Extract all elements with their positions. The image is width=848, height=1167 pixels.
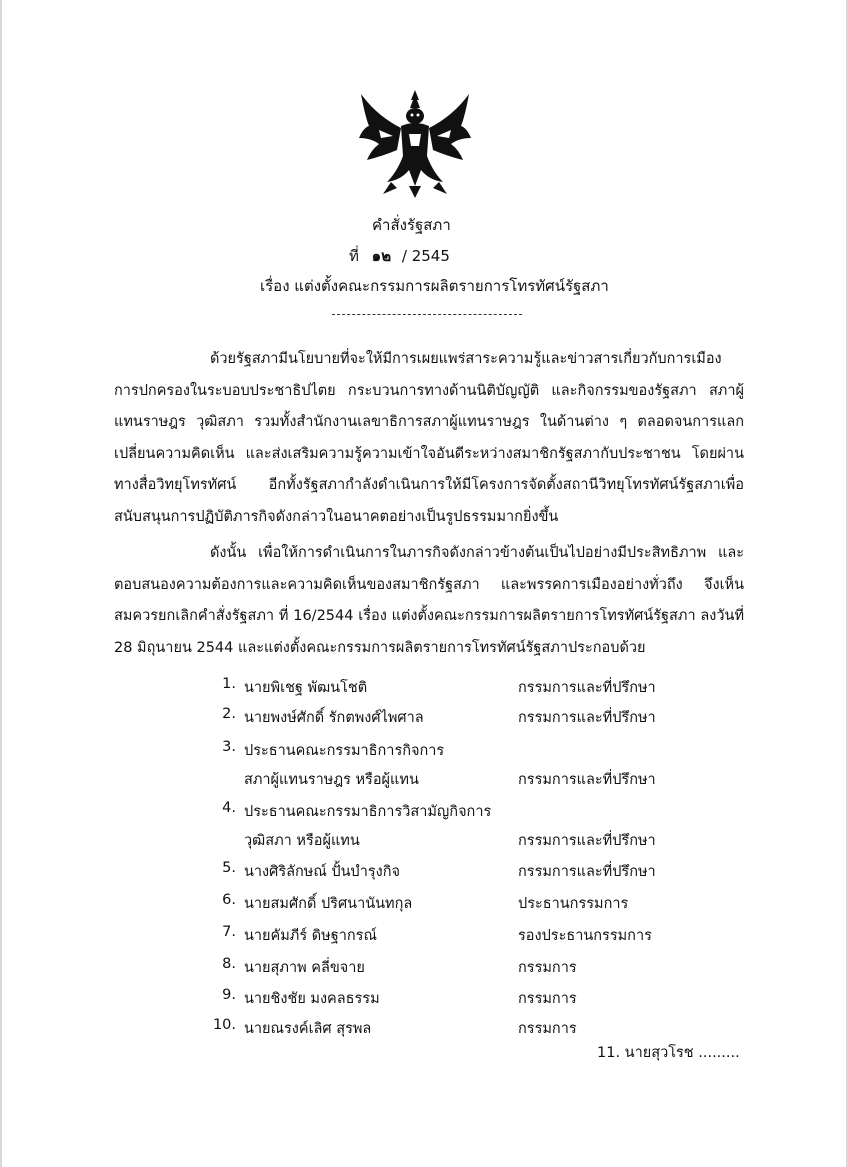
member-index: 7. bbox=[222, 924, 236, 940]
paragraph-order-text: ดังนั้น เพื่อให้การดำเนินการในภารกิจดังกล่าวข้างต้นเป็นไปอย่างมีประสิทธิภาพ และตอบสนองความต้องการและความคิดเห็นของสมาชิกรัฐสภา และพรรคการเมืองอย่างทั่วถึง จึงเห็นสมควรยกเลิกคำสั่งรัฐสภา ที่ 16/2544 เรื่อง แต่งตั้งคณะกรรมการผลิตรายการโทรทัศน์รัฐสภา ลงวันที่ 28 มิถุนายน 2544 และแต่งตั้งคณะกรรมการผลิตรายการโทรทัศน์รัฐสภาประกอบด้วย bbox=[114, 545, 744, 656]
member-row bbox=[2, 706, 848, 736]
member-row bbox=[2, 739, 848, 769]
member-index: 9. bbox=[222, 987, 236, 1003]
member-index: 3. bbox=[222, 739, 236, 755]
member-role: กรรมการและที่ปรึกษา bbox=[518, 864, 656, 880]
member-row bbox=[2, 956, 848, 986]
member-row bbox=[2, 800, 848, 830]
member-row bbox=[2, 860, 848, 890]
order-number-prefix: ที่ bbox=[349, 247, 359, 265]
member-name: นายณรงค์เลิศ สุรพล bbox=[244, 1021, 372, 1037]
member-name: นายคัมภีร์ ดิษฐากรณ์ bbox=[244, 928, 377, 944]
member-row bbox=[2, 676, 848, 706]
member-name: นายชิงชัย มงคลธรรม bbox=[244, 991, 380, 1007]
member-row bbox=[2, 829, 848, 859]
member-index: 2. bbox=[222, 706, 236, 722]
order-subject: เรื่อง แต่งตั้งคณะกรรมการผลิตรายการโทรทัศน์รัฐสภา bbox=[260, 277, 609, 295]
member-name: นายสมศักดิ์ ปริศนานันทกุล bbox=[244, 896, 413, 912]
member-index: 10. bbox=[212, 1017, 236, 1033]
member-role: รองประธานกรรมการ bbox=[518, 928, 652, 944]
member-name: สภาผู้แทนราษฎร หรือผู้แทน bbox=[244, 772, 419, 788]
member-row bbox=[2, 768, 848, 798]
order-title: คำสั่งรัฐสภา bbox=[372, 216, 451, 234]
member-name: ประธานคณะกรรมาธิการวิสามัญกิจการ bbox=[244, 804, 492, 820]
member-row bbox=[2, 987, 848, 1017]
member-role: กรรมการและที่ปรึกษา bbox=[518, 710, 656, 726]
member-name: นายพิเชฐ พัฒนโชติ bbox=[244, 680, 368, 696]
order-number-handwritten: ๑๒ bbox=[371, 247, 392, 265]
divider-line bbox=[332, 314, 522, 315]
member-index: 5. bbox=[222, 860, 236, 876]
member-row bbox=[2, 924, 848, 954]
paragraph-background bbox=[114, 344, 744, 534]
member-index: 4. bbox=[222, 800, 236, 816]
member-index: 1. bbox=[222, 676, 236, 692]
member-role: กรรมการและที่ปรึกษา bbox=[518, 772, 656, 788]
member-name: ประธานคณะกรรมาธิการกิจการ bbox=[244, 743, 445, 759]
member-index: 6. bbox=[222, 892, 236, 908]
member-role: กรรมการ bbox=[518, 991, 577, 1007]
member-role: ประธานกรรมการ bbox=[518, 896, 629, 912]
continuation-text: 11. นายสุวโรช ......... bbox=[597, 1045, 740, 1061]
paragraph-order bbox=[114, 538, 744, 664]
member-row bbox=[2, 892, 848, 922]
garuda-emblem-icon bbox=[357, 86, 473, 200]
member-index: 8. bbox=[222, 956, 236, 972]
member-role: กรรมการและที่ปรึกษา bbox=[518, 833, 656, 849]
member-role: กรรมการและที่ปรึกษา bbox=[518, 680, 656, 696]
paragraph-background-text: ด้วยรัฐสภามีนโยบายที่จะให้มีการเผยแพร่สาระความรู้และข่าวสารเกี่ยวกับการเมืองการปกครองในระบอบประชาธิปไตย กระบวนการทางด้านนิติบัญญัติ และกิจกรรมของรัฐสภา สภาผู้แทนราษฎร วุฒิสภา รวมทั้งสำนักงานเลขาธิการสภาผู้แทนราษฎร ในด้านต่าง ๆ ตลอดจนการแลกเปลี่ยนความคิดเห็น และส่งเสริมความรู้ความเข้าใจอันดีระหว่างสมาชิกรัฐสภากับประชาชน โดยผ่านทางสื่อวิทยุโทรทัศน์ อีกทั้งรัฐสภากำลังดำเนินการให้มีโครงการจัดตั้งสถานีวิทยุโทรทัศน์รัฐสภาเพื่อสนับสนุนการปฏิบัติภารกิจดังกล่าวในอนาคตอย่างเป็นรูปธรรมมากยิ่งขึ้น bbox=[114, 351, 744, 525]
member-name: นายสุภาพ คลี่ขจาย bbox=[244, 960, 365, 976]
member-role: กรรมการ bbox=[518, 1021, 577, 1037]
order-number bbox=[349, 244, 450, 268]
member-name: นายพงษ์ศักดิ์ รักตพงศ์ไพศาล bbox=[244, 710, 424, 726]
order-number-year: / 2545 bbox=[401, 247, 450, 265]
member-role: กรรมการ bbox=[518, 960, 577, 976]
member-name: นางศิริลักษณ์ ปั้นบำรุงกิจ bbox=[244, 864, 401, 880]
member-name: วุฒิสภา หรือผู้แทน bbox=[244, 833, 360, 849]
